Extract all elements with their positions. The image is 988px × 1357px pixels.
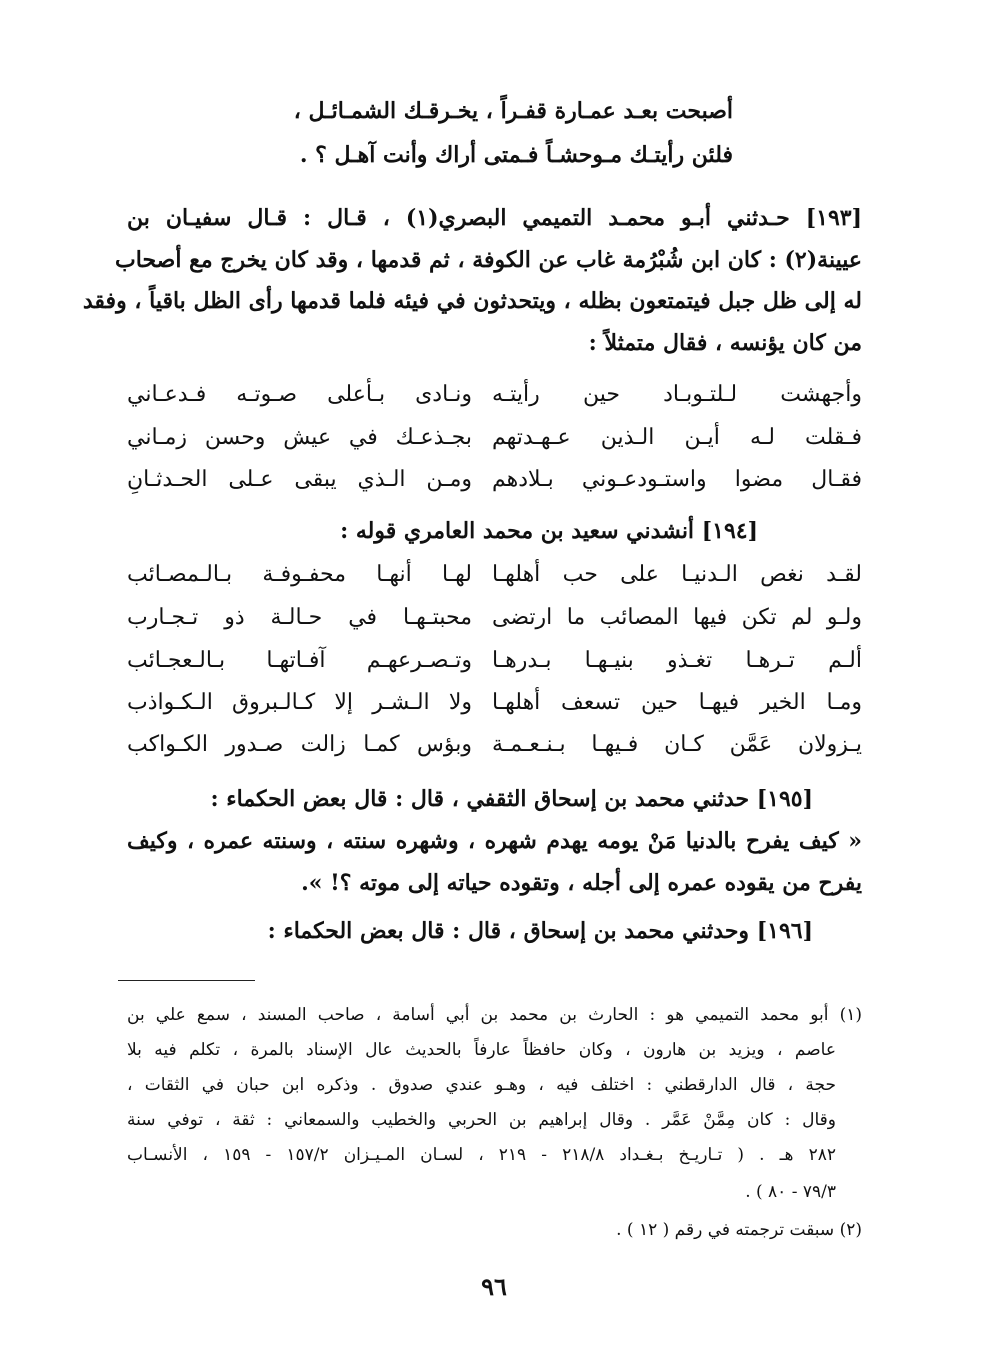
verse-row: [127, 605, 862, 639]
verse-row: [127, 562, 862, 596]
verse-first-hemistich: فـقلت لـه أيـن الـذين عـهـدتهم: [492, 425, 862, 450]
verse-first-hemistich: ومـا الخير فيهـا حين تسعف أهلهـا: [492, 690, 862, 715]
paragraph-194: [١٩٤] أنشدني سعيد بن محمد العامري قوله :: [340, 518, 758, 544]
page-number: ٩٦: [481, 1272, 507, 1301]
verse-second-hemistich: ونـادى بـأعلى صـوتـه فـدعـاني: [127, 382, 472, 407]
paragraph-193-line: عيينة(٢) : كان ابن شُبْرُمة غاب عن الكوفة ، ثم قدمها ، وقد كان يخرج مع أصحاب: [115, 247, 862, 273]
paragraph-196: [١٩٦] وحدثني محمد بن إسحاق ، قال : قال بعض الحكماء :: [267, 918, 813, 944]
footnote-1-line: ٧٩/٣ - ٨٠ ) .: [745, 1182, 836, 1202]
footnote-1-line: ٢٨٢ هـ . ( تـاريـخ بـغـداد ٢١٨/٨ - ٢١٩ ، لسـان المـيـزان ١٥٧/٢ - ١٥٩ ، الأنسـاب: [127, 1145, 836, 1165]
verse-first-hemistich: وأجهشت لـلتـوبـاد حين رأيتـه: [492, 382, 862, 407]
verse-first-hemistich: ولـو لم تكن فيها المصائب ما ارتضى: [492, 605, 862, 630]
verse-second-hemistich: ولا الـشـر إلا كـالـبروق الـكـواذب: [127, 690, 472, 715]
opening-verse-2: فلئن رأيتـك مـوحشـاً فـمتى أراك وأنت آهـل ؟ .: [299, 142, 733, 168]
verse-row: [127, 382, 862, 416]
verse-row: [127, 648, 862, 682]
opening-verse-1: أصبحت بعـد عمـارة قفـراً ، يخـرقـك الشمـائـل ،: [293, 98, 733, 124]
verse-row: [127, 732, 862, 766]
verse-row: [127, 690, 862, 724]
paragraph-193-line: له إلى ظل جبل فيتمتعون بظله ، ويتحدثون في فيئه فلما قدمها رأى الظل باقياً ، وفقد: [82, 288, 862, 314]
verse-first-hemistich: ألـم تـرهـا تغـذو بنيـهـا بـدرهـا: [492, 648, 862, 673]
verse-second-hemistich: وتـصـرعهـم آفـاتهـا بـالـعجـائب: [127, 648, 472, 673]
footnote-2: (٢) سبقت ترجمته في رقم ( ١٢ ) .: [616, 1220, 862, 1240]
footnote-1-line: حجة ، قال الدارقطني : اختلف فيه ، وهـو عندي صدوق . وذكره ابن حبان في الثقات ،: [127, 1075, 836, 1095]
paragraph-195-line: يفرح من يقوده عمره إلى أجله ، وتقوده حياته إلى موته ؟! ».: [301, 870, 862, 896]
verse-second-hemistich: بجـذعـك في عيش وحسن زمـاني: [127, 425, 472, 450]
verse-first-hemistich: يـزولان عَمَّن كـان فـيهـا بـنـعـمـة: [492, 732, 862, 757]
verse-second-hemistich: وبؤس كمـا زالت صـدور الكـواكب: [127, 732, 472, 757]
verse-second-hemistich: ومـن الـذي يبقى عـلى الحـدثـانِ: [127, 467, 472, 492]
footnote-separator: [118, 980, 255, 981]
verse-row: [127, 467, 862, 501]
verse-first-hemistich: لقـد نغص الـدنيـا على حب أهلهـا: [492, 562, 862, 587]
verse-first-hemistich: فقـال مضوا واستـودعـوني بـلادهم: [492, 467, 862, 492]
paragraph-195-line: « كيف يفرح بالدنيا مَنْ يومه يهدم شهره ، وشهره سنته ، وسنته عمره ، وكيف: [127, 828, 862, 854]
footnote-1-line: عاصم ، ويزيد بن هارون ، وكان حافظاً عارفاً بالحديث عال الإسناد بالمرة ، تكلم فيه بلا: [127, 1040, 836, 1060]
verse-second-hemistich: لهـا أنهـا محفـوفـة بـالـمصـائب: [127, 562, 472, 587]
verse-second-hemistich: محبتـهـا في حـالـة ذو تـجـارب: [127, 605, 472, 630]
footnote-1-line: (١) أبو محمد التميمي هو : الحارث بن محمد بن أبي أسامة ، صاحب المسند ، سمع علي بن: [127, 1005, 862, 1025]
paragraph-193-line: من كان يؤنسه ، فقال متمثلاً :: [588, 330, 862, 356]
paragraph-195-line: [١٩٥] حدثني محمد بن إسحاق الثقفي ، قال : قال بعض الحكماء :: [210, 786, 813, 812]
footnote-1-line: وقال : كان مِمَّنْ عَمَّر . وقال إبراهيم بن الحربي والخطيب والسمعاني : ثقة ، توفي سنة: [127, 1110, 836, 1130]
paragraph-193-line: [١٩٣] حـدثني أبـو محمـد التميمي البصري(١) ، قـال : قـال سفيـان بن: [127, 205, 862, 231]
verse-row: [127, 425, 862, 459]
